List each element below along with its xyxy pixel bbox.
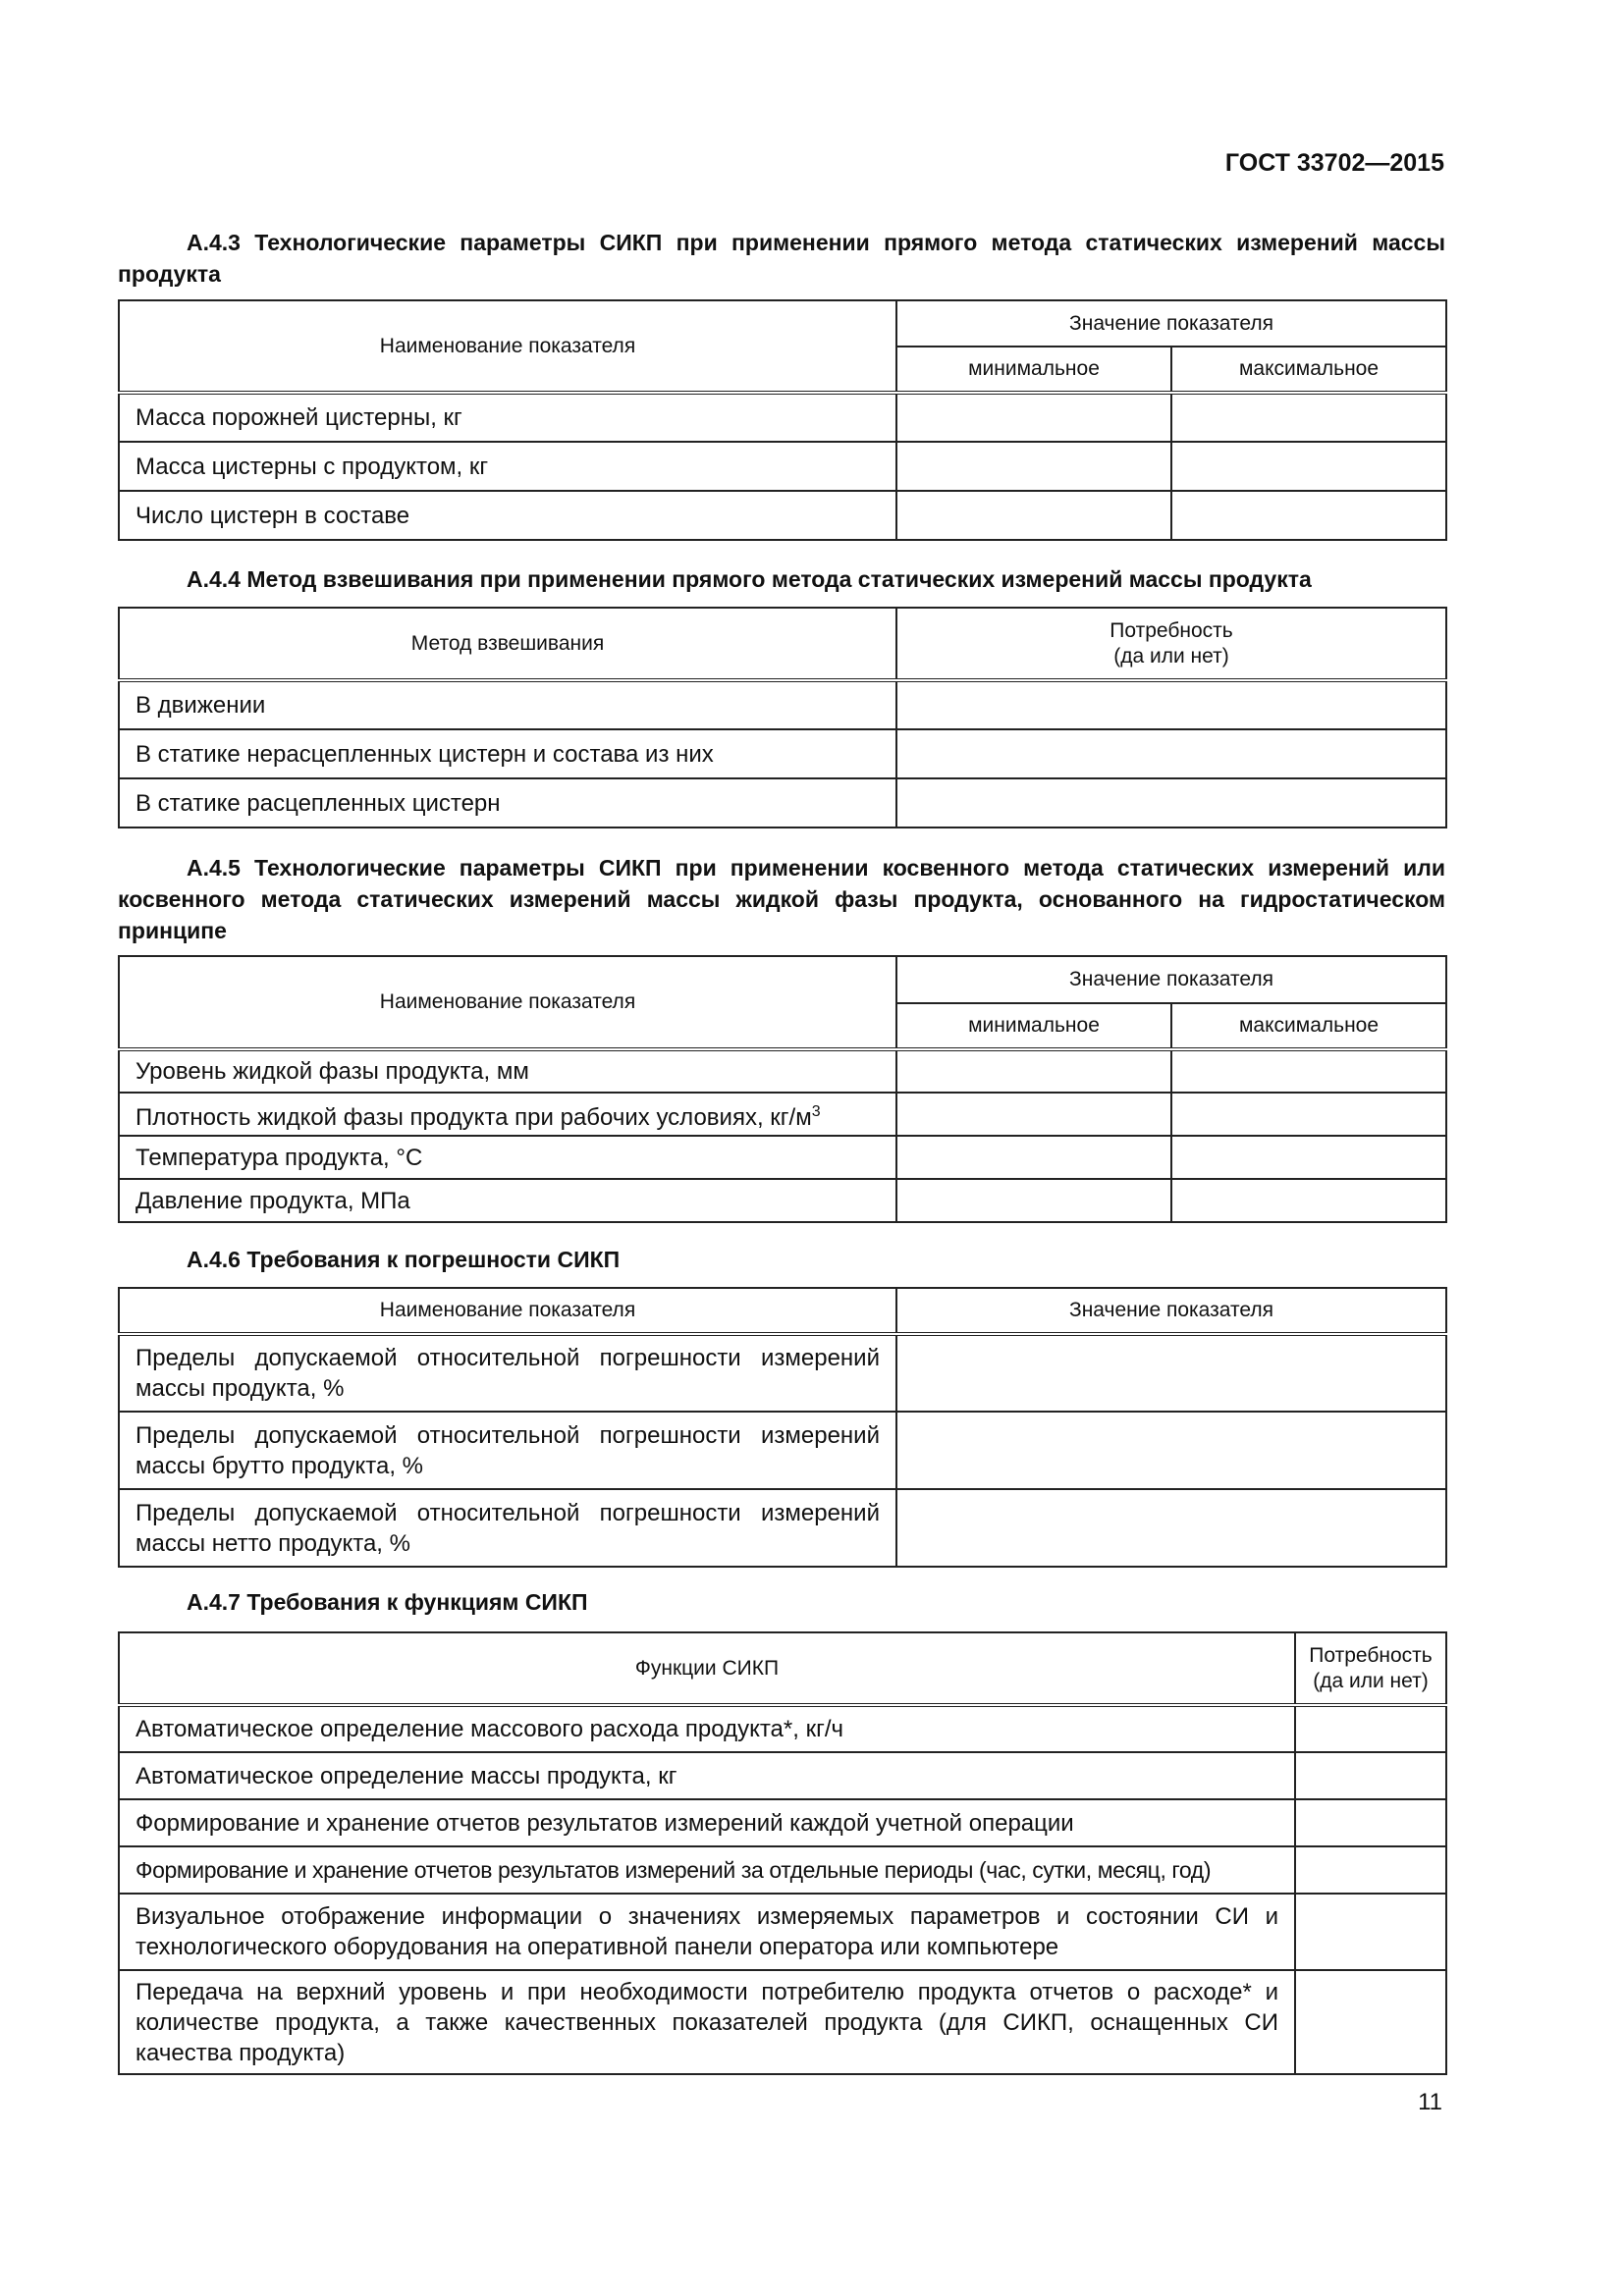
header-indicator-value: Значение показателя bbox=[896, 1288, 1446, 1334]
header-maximum: максимальное bbox=[1171, 347, 1446, 393]
min-value-cell[interactable] bbox=[896, 1179, 1171, 1222]
row-label: Передача на верхний уровень и при необходимости потребителю продукта отчетов о расходе* и количестве продукта, а также качественных показателей продукта (для СИКП, оснащенных СИ качества продукта) bbox=[119, 1970, 1295, 2074]
header-need-line2: (да или нет) bbox=[1113, 644, 1229, 667]
header-need-line1: Потребность bbox=[1309, 1643, 1433, 1667]
max-value-cell[interactable] bbox=[1171, 393, 1446, 442]
header-maximum: максимальное bbox=[1171, 1003, 1446, 1049]
row-label: Уровень жидкой фазы продукта, мм bbox=[119, 1049, 896, 1093]
table-row bbox=[119, 393, 1446, 442]
min-value-cell[interactable] bbox=[896, 442, 1171, 491]
table-row bbox=[119, 729, 1446, 778]
header-indicator-name: Наименование показателя bbox=[119, 956, 896, 1049]
header-need-line1: Потребность bbox=[1110, 618, 1233, 642]
need-cell[interactable] bbox=[896, 729, 1446, 778]
max-value-cell[interactable] bbox=[1171, 1179, 1446, 1222]
row-label: Масса цистерны с продуктом, кг bbox=[119, 442, 896, 491]
row-label: Температура продукта, °С bbox=[119, 1136, 896, 1179]
table-a44 bbox=[118, 607, 1447, 828]
header-functions: Функции СИКП bbox=[119, 1632, 1295, 1705]
value-cell[interactable] bbox=[896, 1334, 1446, 1412]
table-a43 bbox=[118, 299, 1447, 541]
max-value-cell[interactable] bbox=[1171, 1093, 1446, 1136]
table-row bbox=[119, 491, 1446, 540]
max-value-cell[interactable] bbox=[1171, 442, 1446, 491]
header-indicator-name: Наименование показателя bbox=[119, 300, 896, 393]
need-cell[interactable] bbox=[1295, 1752, 1446, 1799]
min-value-cell[interactable] bbox=[896, 491, 1171, 540]
min-value-cell[interactable] bbox=[896, 1136, 1171, 1179]
table-row bbox=[119, 1894, 1446, 1970]
header-indicator-value: Значение показателя bbox=[896, 300, 1446, 347]
row-label: Формирование и хранение отчетов результатов измерений каждой учетной операции bbox=[119, 1799, 1295, 1846]
header-minimum: минимальное bbox=[896, 1003, 1171, 1049]
page-number: 11 bbox=[1418, 2089, 1442, 2115]
row-label: Пределы допускаемой относительной погрешности измерений массы брутто продукта, % bbox=[119, 1412, 896, 1489]
row-label: Автоматическое определение массы продукта, кг bbox=[119, 1752, 1295, 1799]
value-cell[interactable] bbox=[896, 1412, 1446, 1489]
table-row bbox=[119, 1846, 1446, 1894]
table-row bbox=[119, 442, 1446, 491]
table-row bbox=[119, 1970, 1446, 2074]
min-value-cell[interactable] bbox=[896, 1093, 1171, 1136]
need-cell[interactable] bbox=[1295, 1705, 1446, 1752]
table-row bbox=[119, 1705, 1446, 1752]
table-a45 bbox=[118, 955, 1447, 1223]
row-label: Давление продукта, МПа bbox=[119, 1179, 896, 1222]
need-cell[interactable] bbox=[1295, 1970, 1446, 2074]
row-label: Пределы допускаемой относительной погрешности измерений массы нетто продукта, % bbox=[119, 1489, 896, 1567]
table-row bbox=[119, 1179, 1446, 1222]
table-a46 bbox=[118, 1287, 1447, 1568]
row-label: Число цистерн в составе bbox=[119, 491, 896, 540]
need-cell[interactable] bbox=[1295, 1894, 1446, 1970]
need-cell[interactable] bbox=[896, 778, 1446, 828]
section-a43-title: А.4.3 Технологические параметры СИКП при применении прямого метода статических измерений массы продукта bbox=[118, 230, 1445, 287]
value-cell[interactable] bbox=[896, 1489, 1446, 1567]
section-a45-title: А.4.5 Технологические параметры СИКП при применении косвенного метода статических измерений или косвенного метода статических измерений массы жидкой фазы продукта, основанного на гидростатическом принципе bbox=[118, 855, 1445, 943]
density-label: Плотность жидкой фазы продукта при рабочих условиях, кг/м bbox=[135, 1103, 812, 1131]
section-a47-title: А.4.7 Требования к функциям СИКП bbox=[187, 1589, 588, 1615]
need-cell[interactable] bbox=[1295, 1799, 1446, 1846]
header-weighing-method: Метод взвешивания bbox=[119, 608, 896, 680]
row-label: Пределы допускаемой относительной погрешности измерений массы продукта, % bbox=[119, 1334, 896, 1412]
row-label: В статике расцепленных цистерн bbox=[119, 778, 896, 828]
header-need-line2: (да или нет) bbox=[1313, 1669, 1429, 1692]
row-label: Формирование и хранение отчетов результатов измерений за отдельные периоды (час, сутки, месяц, год) bbox=[119, 1846, 1295, 1894]
table-row bbox=[119, 778, 1446, 828]
section-a46-title: А.4.6 Требования к погрешности СИКП bbox=[187, 1247, 621, 1272]
max-value-cell[interactable] bbox=[1171, 1049, 1446, 1093]
table-row bbox=[119, 1412, 1446, 1489]
unit-superscript: 3 bbox=[811, 1102, 821, 1120]
table-row bbox=[119, 680, 1446, 729]
header-indicator-name: Наименование показателя bbox=[119, 1288, 896, 1334]
standard-number: ГОСТ 33702—2015 bbox=[1224, 149, 1444, 177]
min-value-cell[interactable] bbox=[896, 1049, 1171, 1093]
table-row bbox=[119, 1093, 1446, 1136]
section-a44-title: А.4.4 Метод взвешивания при применении прямого метода статических измерений массы продукта bbox=[187, 566, 1312, 592]
row-label: В движении bbox=[119, 680, 896, 729]
table-row bbox=[119, 1799, 1446, 1846]
row-label: Автоматическое определение массового расхода продукта*, кг/ч bbox=[119, 1705, 1295, 1752]
row-label bbox=[119, 1093, 896, 1136]
header-indicator-value: Значение показателя bbox=[896, 956, 1446, 1003]
table-row bbox=[119, 1334, 1446, 1412]
max-value-cell[interactable] bbox=[1171, 1136, 1446, 1179]
header-need bbox=[1295, 1632, 1446, 1705]
row-label: В статике нерасцепленных цистерн и состава из них bbox=[119, 729, 896, 778]
need-cell[interactable] bbox=[896, 680, 1446, 729]
min-value-cell[interactable] bbox=[896, 393, 1171, 442]
need-cell[interactable] bbox=[1295, 1846, 1446, 1894]
header-minimum: минимальное bbox=[896, 347, 1171, 393]
table-row bbox=[119, 1049, 1446, 1093]
max-value-cell[interactable] bbox=[1171, 491, 1446, 540]
header-need bbox=[896, 608, 1446, 680]
row-label: Визуальное отображение информации о значениях измеряемых параметров и состоянии СИ и технологического оборудования на оперативной панели оператора или компьютере bbox=[119, 1894, 1295, 1970]
row-label: Масса порожней цистерны, кг bbox=[119, 393, 896, 442]
table-row bbox=[119, 1752, 1446, 1799]
table-a47 bbox=[118, 1631, 1447, 2075]
table-row bbox=[119, 1489, 1446, 1567]
table-row bbox=[119, 1136, 1446, 1179]
